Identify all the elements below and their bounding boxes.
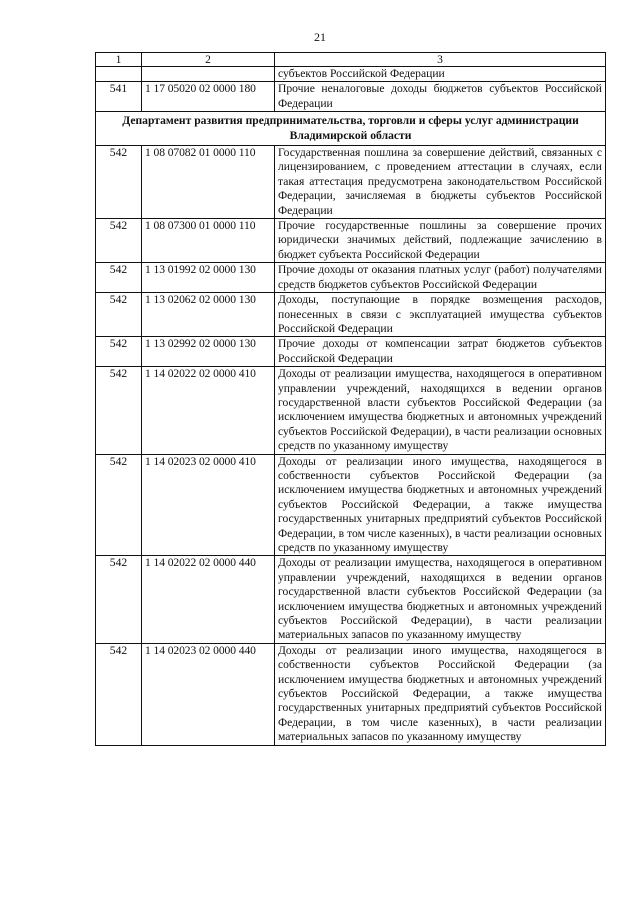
continuation-row — [96, 67, 606, 82]
budget-code-cell: 1 08 07082 01 0000 110 — [142, 146, 275, 219]
table-row — [96, 643, 606, 745]
admin-code-cell: 542 — [96, 367, 142, 454]
section-header-row — [96, 112, 606, 146]
table-row — [96, 293, 606, 337]
admin-code-cell: 541 — [96, 82, 142, 112]
table-row — [96, 263, 606, 293]
table-row — [96, 556, 606, 643]
admin-code-cell: 542 — [96, 146, 142, 219]
revenue-name-cell: Прочие доходы от компенсации затрат бюджетов субъектов Российской Федерации — [275, 337, 606, 367]
admin-code-cell: 542 — [96, 643, 142, 745]
table-row — [96, 337, 606, 367]
admin-code-cell — [96, 67, 142, 82]
table-row — [96, 146, 606, 219]
revenue-name-cell: Доходы от реализации имущества, находящегося в оперативном управлении учреждений, находящихся в ведении органов государственной власти субъектов Российской Федерации (за исключением имущества бюджетных и автономных учреждений субъектов Российской Федерации), в части реализации материальных запасов по указанному имуществу — [275, 556, 606, 643]
budget-code-cell: 1 14 02022 02 0000 440 — [142, 556, 275, 643]
budget-code-cell: 1 14 02022 02 0000 410 — [142, 367, 275, 454]
revenue-name-cell: Доходы от реализации иного имущества, находящегося в собственности субъектов Российской Федерации (за исключением имущества бюджетных и автономных учреждений субъектов Российской Федерации, а также имущества государственных унитарных предприятий субъектов Российской Федерации, в том числе казенных), в части реализации материальных запасов по указанному имуществу — [275, 643, 606, 745]
table-row — [96, 367, 606, 454]
budget-code-cell: 1 14 02023 02 0000 440 — [142, 643, 275, 745]
admin-code-cell: 542 — [96, 337, 142, 367]
table-row — [96, 219, 606, 263]
budget-code-cell: 1 14 02023 02 0000 410 — [142, 454, 275, 556]
admin-code-cell: 542 — [96, 219, 142, 263]
revenue-name-cell: субъектов Российской Федерации — [275, 67, 606, 82]
revenue-name-cell: Доходы, поступающие в порядке возмещения расходов, понесенных в связи с эксплуатацией имущества субъектов Российской Федерации — [275, 293, 606, 337]
table-body — [96, 53, 606, 746]
column-number-row — [96, 53, 606, 67]
budget-code-cell — [142, 67, 275, 82]
revenue-name-cell: Доходы от реализации иного имущества, находящегося в собственности субъектов Российской Федерации (за исключением имущества бюджетных и автономных учреждений субъектов Российской Федерации, а также имущества государственных унитарных предприятий субъектов Российской Федерации, в том числе казенных), в части реализации основных средств по указанному имуществу — [275, 454, 606, 556]
revenue-name-cell: Государственная пошлина за совершение действий, связанных с лицензированием, с проведением аттестации в случаях, если такая аттестация предусмотрена законодательством Российской Федерации, зачисляемая в бюджеты субъектов Российской Федерации — [275, 146, 606, 219]
revenue-name-cell: Прочие неналоговые доходы бюджетов субъектов Российской Федерации — [275, 82, 606, 112]
revenue-name-cell: Прочие государственные пошлины за совершение прочих юридически значимых действий, подлежащие зачислению в бюджет субъекта Российской Федерации — [275, 219, 606, 263]
column-number-cell: 3 — [275, 53, 606, 67]
section-title: Департамент развития предпринимательства, торговли и сферы услуг администрации Владимирской области — [96, 112, 606, 146]
budget-code-cell: 1 13 02992 02 0000 130 — [142, 337, 275, 367]
budget-code-cell: 1 17 05020 02 0000 180 — [142, 82, 275, 112]
table-row — [96, 454, 606, 556]
column-number-cell: 2 — [142, 53, 275, 67]
table-row — [96, 82, 606, 112]
admin-code-cell: 542 — [96, 454, 142, 556]
admin-code-cell: 542 — [96, 293, 142, 337]
revenue-name-cell: Доходы от реализации имущества, находящегося в оперативном управлении учреждений, находящихся в ведении органов государственной власти субъектов Российской Федерации (за исключением имущества бюджетных и автономных учреждений субъектов Российской Федерации), в части реализации основных средств по указанному имуществу — [275, 367, 606, 454]
budget-code-cell: 1 13 02062 02 0000 130 — [142, 293, 275, 337]
budget-code-cell: 1 08 07300 01 0000 110 — [142, 219, 275, 263]
admin-code-cell: 542 — [96, 556, 142, 643]
budget-code-cell: 1 13 01992 02 0000 130 — [142, 263, 275, 293]
admin-code-cell: 542 — [96, 263, 142, 293]
revenue-codes-table — [95, 52, 606, 746]
page-number: 21 — [314, 30, 326, 44]
column-number-cell: 1 — [96, 53, 142, 67]
revenue-name-cell: Прочие доходы от оказания платных услуг (работ) получателями средств бюджетов субъектов Российской Федерации — [275, 263, 606, 293]
